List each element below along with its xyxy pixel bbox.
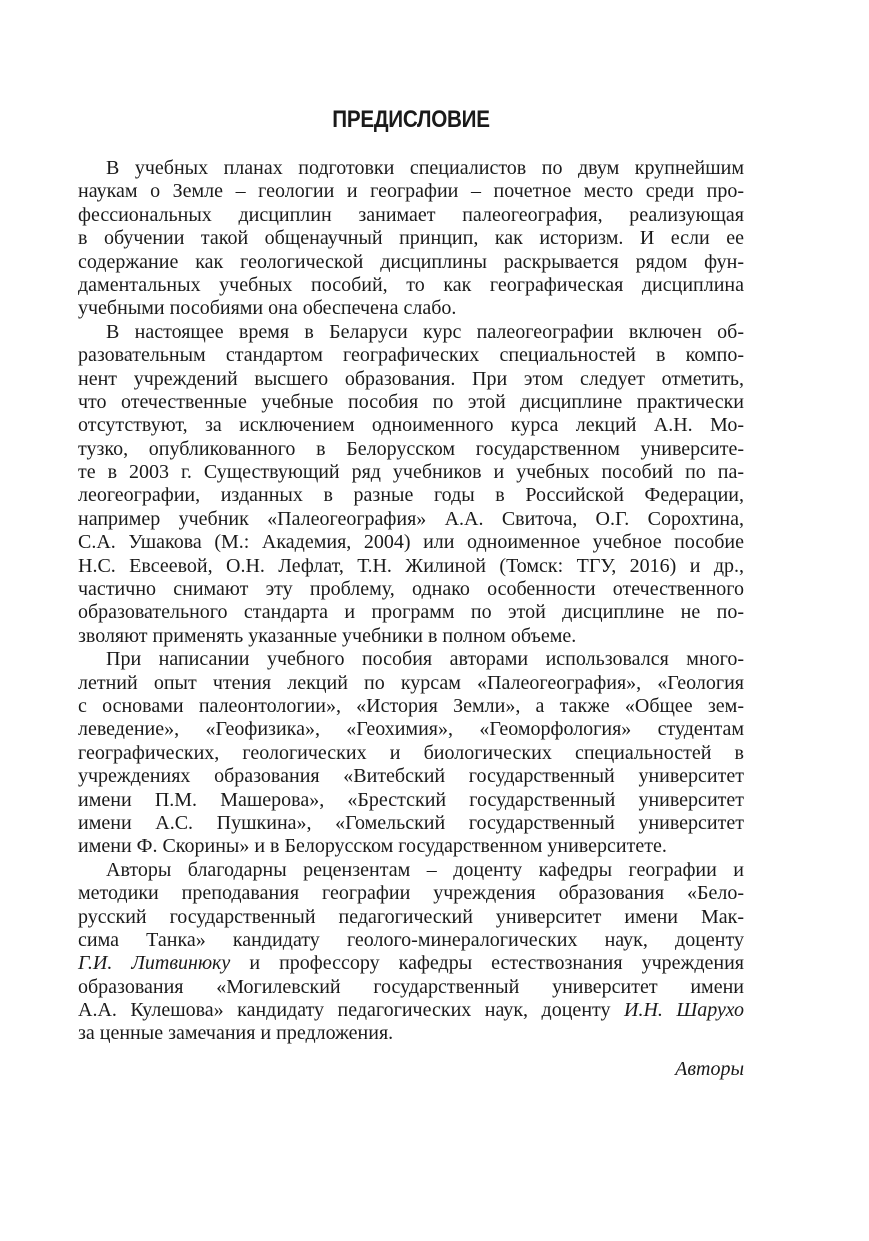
page-title: ПРЕДИСЛОВИЕ: [332, 106, 490, 133]
text-line: имени П.М. Машерова», «Брестский государственный университет: [78, 788, 744, 811]
text-line: леогеографии, изданных в разные годы в Российской Федерации,: [78, 484, 744, 507]
text-line: содержание как геологической дисциплины раскрывается рядом фун-: [78, 250, 744, 273]
text-line: географических, геологических и биологических специальностей в: [78, 741, 744, 764]
text-line: При написании учебного пособия авторами использовался много-: [106, 648, 744, 671]
text-line: В настоящее время в Беларуси курс палеогеографии включен об-: [106, 320, 744, 343]
text-line: образования «Могилевский государственный университет имени: [78, 975, 744, 998]
text-line: С.А. Ушакова (М.: Академия, 2004) или одноименное учебное пособие: [78, 531, 744, 554]
preface-body: [78, 157, 744, 1046]
text-line: даментальных учебных пособий, то как географическая дисциплина: [78, 273, 744, 296]
reviewer-name-2: И.Н. Шарухо: [624, 999, 744, 1022]
signature: Авторы: [675, 1058, 744, 1080]
text-line: сима Танка» кандидату геолого-минералогических наук, доценту: [78, 928, 744, 951]
text-line: русский государственный педагогический университет имени Мак-: [78, 905, 744, 928]
text-line: учебными пособиями она обеспечена слабо.: [78, 297, 457, 320]
paragraph-1: [78, 157, 744, 321]
text-line: нент учреждений высшего образования. При этом следует отметить,: [78, 367, 744, 390]
paragraph-4: [78, 859, 744, 1046]
text-line: что отечественные учебные пособия по этой дисциплине практически: [78, 390, 744, 413]
paragraph-3: [78, 648, 744, 859]
text-line: в обучении такой общенаучный принцип, как историзм. И если ее: [78, 227, 744, 250]
text-line: [78, 999, 744, 1022]
text-line: отсутствуют, за исключением одноименного курса лекций А.Н. Мо-: [78, 414, 744, 437]
text-line: за ценные замечания и предложения.: [78, 1022, 394, 1045]
text-line: В учебных планах подготовки специалистов по двум крупнейшим: [106, 157, 744, 179]
text-line: например учебник «Палеогеография» А.А. Свиточа, О.Г. Сорохтина,: [78, 507, 744, 530]
paragraph-2: [78, 321, 744, 648]
text-line: учреждениях образования «Витебский государственный университет: [78, 765, 744, 788]
text-segment: и профессору кафедры естествознания учреждения: [230, 952, 745, 975]
text-line: имени А.С. Пушкина», «Гомельский государственный университет: [78, 811, 744, 834]
text-line: леведение», «Геофизика», «Геохимия», «Геоморфология» студентам: [78, 718, 744, 741]
text-segment: А.А. Кулешова» кандидату педагогических наук, доценту: [78, 999, 624, 1022]
text-line: те в 2003 г. Существующий ряд учебников и учебных пособий по па-: [78, 461, 744, 484]
text-line: Авторы благодарны рецензентам – доценту кафедры географии и: [106, 858, 744, 881]
text-line: зволяют применять указанные учебники в полном объеме.: [78, 624, 577, 647]
text-line: Н.С. Евсеевой, О.Н. Лефлат, Т.Н. Жилиной (Томск: ТГУ, 2016) и др.,: [78, 554, 744, 577]
text-line: методики преподавания географии учреждения образования «Бело-: [78, 882, 744, 905]
text-line: с основами палеонтологии», «История Земли», а также «Общее зем-: [78, 694, 744, 717]
text-line: образовательного стандарта и программ по этой дисциплине не по-: [78, 601, 744, 624]
text-line: имени Ф. Скорины» и в Белорусском государственном университете.: [78, 835, 667, 858]
text-line: фессиональных дисциплин занимает палеогеография, реализующая: [78, 203, 744, 226]
text-line: летний опыт чтения лекций по курсам «Палеогеография», «Геология: [78, 671, 744, 694]
text-line: [78, 952, 744, 975]
text-line: разовательным стандартом географических специальностей в компо-: [78, 344, 744, 367]
text-line: наукам о Земле – геологии и географии – почетное место среди про-: [78, 180, 744, 203]
reviewer-name-1: Г.И. Литвинюку: [78, 952, 231, 975]
text-line: частично снимают эту проблему, однако особенности отечественного: [78, 578, 744, 601]
text-line: тузко, опубликованного в Белорусском государственном университе-: [78, 437, 744, 460]
